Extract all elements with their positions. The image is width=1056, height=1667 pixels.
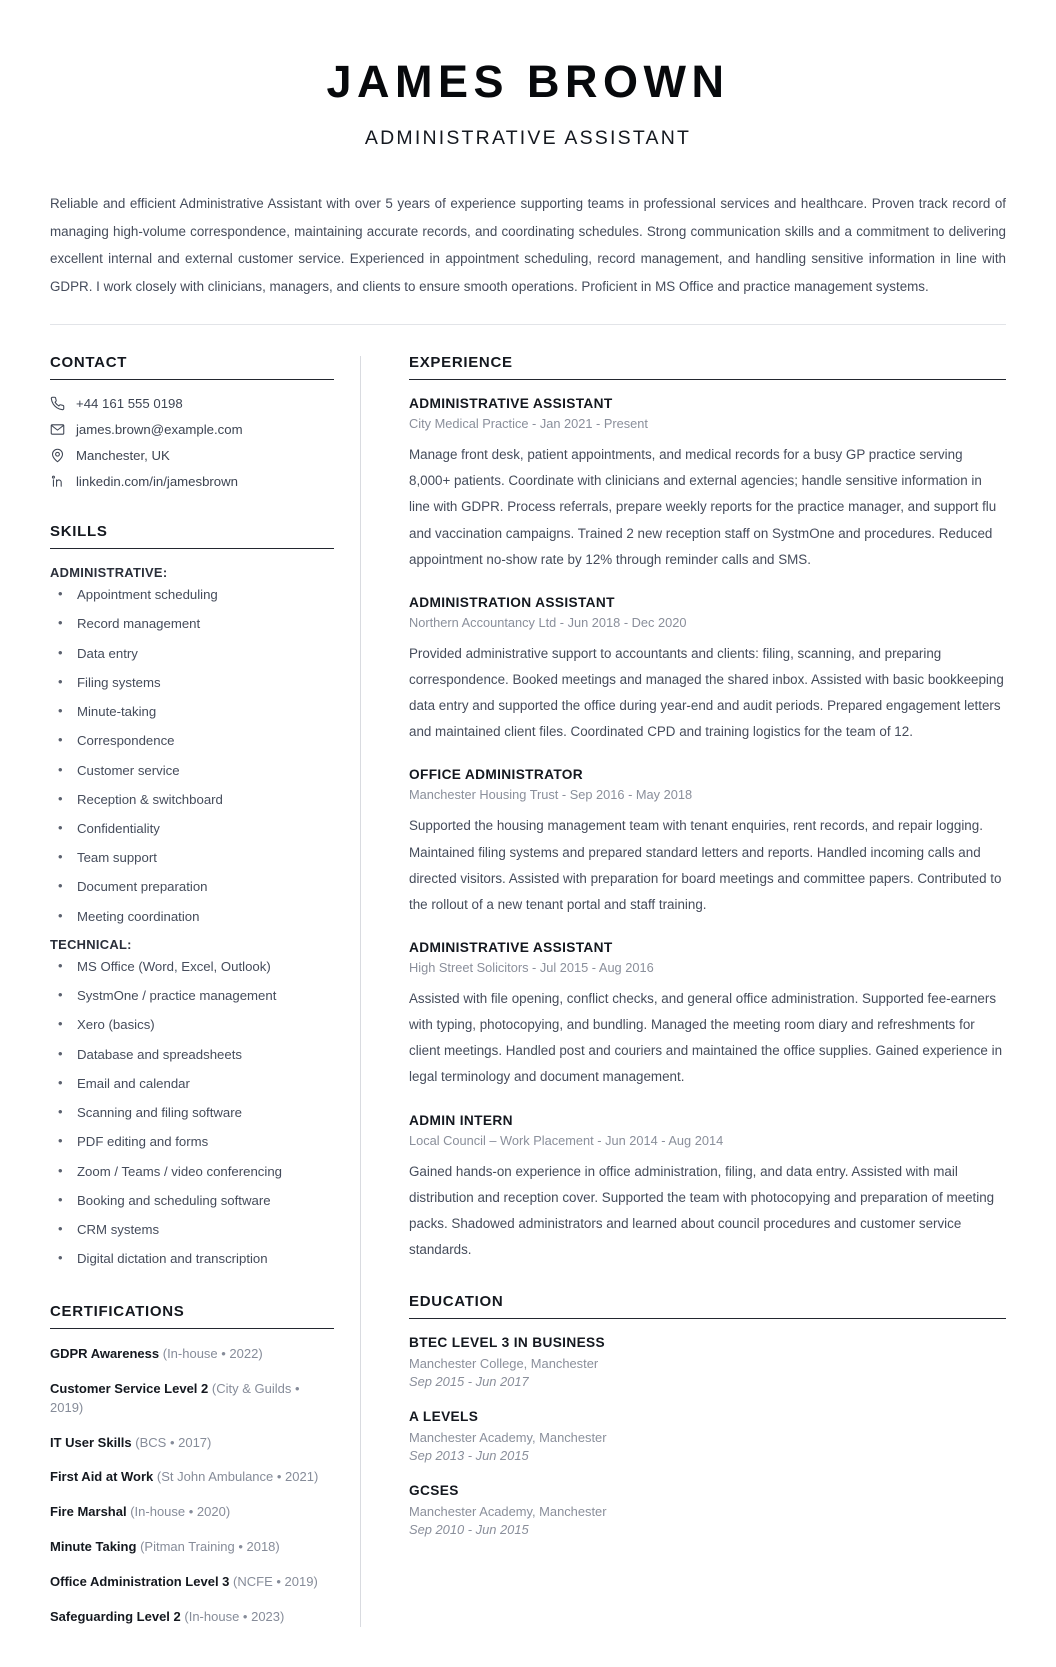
list-item: • Data entry	[50, 645, 334, 664]
experience-description: Supported the housing management team with tenant enquiries, rent records, and repair logging. Maintained filing systems and prepared standard letters and reports. Handled incoming calls and directed visitors. Assisted with preparation for board meetings and committee papers. Contributed to the rollout of a new tenant portal and staff training.	[409, 818, 1002, 912]
experience-entry	[409, 940, 1006, 1091]
skill-group-administrative	[50, 565, 334, 926]
list-item	[50, 1380, 334, 1418]
candidate-job-title: ADMINISTRATIVE ASSISTANT	[364, 127, 692, 150]
resume-header	[50, 52, 1006, 150]
contact-list	[50, 396, 334, 489]
education-dates: Sep 2015 - Jun 2017	[409, 1374, 529, 1390]
list-item	[50, 1434, 334, 1453]
list-item	[50, 1345, 334, 1364]
experience-section	[409, 354, 1006, 1263]
education-degree: A LEVELS	[409, 1409, 479, 1425]
certification-name: Office Administration Level 3	[50, 1573, 230, 1589]
contact-item-linkedin	[50, 474, 334, 489]
experience-description: Gained hands-on experience in office administration, filing, and data entry. Assisted with mail distribution and reception cover. Supported the team with photocopying and preparation of meeting packs. Shadowed administrators and learned about council procedures and customer service standards.	[409, 1163, 995, 1257]
skills-section-title: SKILLS	[50, 523, 334, 549]
skills-section	[50, 523, 334, 1269]
skill-group-label: ADMINISTRATIVE:	[50, 565, 168, 581]
list-item: • Filing systems	[50, 674, 334, 693]
list-item: • Email and calendar	[50, 1075, 334, 1094]
education-degree: BTEC LEVEL 3 IN BUSINESS	[409, 1335, 606, 1351]
certification-name: First Aid at Work	[50, 1469, 154, 1485]
header-divider	[50, 324, 1006, 325]
list-item: • Minute-taking	[50, 703, 334, 722]
list-item	[50, 1573, 334, 1592]
education-school: Manchester Academy, Manchester	[409, 1430, 607, 1446]
experience-entry	[409, 1113, 1006, 1264]
list-item: • SystmOne / practice management	[50, 987, 334, 1006]
experience-role: ADMINISTRATIVE ASSISTANT	[409, 396, 613, 412]
contact-value-email: james.brown@example.com	[76, 422, 243, 438]
list-item: • Xero (basics)	[50, 1016, 334, 1035]
experience-meta: Northern Accountancy Ltd - Jun 2018 - Dec 2020	[409, 614, 687, 630]
experience-meta: Local Council – Work Placement - Jun 2014 - Aug 2014	[409, 1132, 724, 1148]
certifications-section-title: CERTIFICATIONS	[50, 1303, 334, 1329]
education-section-title: EDUCATION	[409, 1293, 1006, 1319]
experience-role: ADMINISTRATIVE ASSISTANT	[409, 939, 613, 955]
experience-role: ADMINISTRATION ASSISTANT	[409, 594, 615, 610]
phone-icon	[50, 396, 65, 411]
certification-name: IT User Skills	[50, 1434, 132, 1450]
right-column	[361, 354, 1006, 1537]
education-section	[409, 1293, 1006, 1537]
experience-entry	[409, 767, 1006, 918]
education-degree: GCSES	[409, 1483, 459, 1499]
certification-meta: (City & Guilds • 2019)	[50, 1380, 300, 1415]
certification-meta: (Pitman Training • 2018)	[140, 1539, 280, 1555]
certification-meta: (St John Ambulance • 2021)	[156, 1469, 319, 1485]
experience-meta: City Medical Practice - Jan 2021 - Present	[409, 416, 648, 432]
list-item: • MS Office (Word, Excel, Outlook)	[50, 958, 334, 977]
experience-role: ADMIN INTERN	[409, 1112, 513, 1128]
certification-meta: (In-house • 2020)	[130, 1504, 231, 1520]
skill-list-administrative	[50, 586, 334, 926]
experience-description: Manage front desk, patient appointments, and medical records for a busy GP practice serving 8,000+ patients. Coordinate with clinicians and external agencies; handle sensitive information in line with GDPR. Process referrals, prepare weekly reports for the practice manager, and support flu and vaccination campaigns. Trained 2 new reception staff on SystmOne and procedures. Reduced appointment no-show rate by 12% through reminder calls and SMS.	[409, 447, 997, 567]
left-column	[50, 354, 360, 1626]
list-item: • Team support	[50, 849, 334, 868]
list-item: • Scanning and filing software	[50, 1104, 334, 1123]
experience-meta: High Street Solicitors - Jul 2015 - Aug 2016	[409, 959, 654, 975]
certifications-list	[50, 1345, 334, 1627]
skill-group-label: TECHNICAL:	[50, 936, 132, 952]
certification-name: Customer Service Level 2	[50, 1380, 209, 1396]
skill-group-technical	[50, 937, 334, 1269]
skill-list-technical	[50, 958, 334, 1269]
education-entry	[409, 1409, 1006, 1463]
list-item: • CRM systems	[50, 1221, 334, 1240]
certification-name: Minute Taking	[50, 1539, 137, 1555]
list-item	[50, 1538, 334, 1557]
professional-summary: Reliable and efficient Administrative Assistant with over 5 years of experience supporting teams in professional services and healthcare. Proven track record of managing high-volume correspondence, maintaining accurate records, and coordinating schedules. Strong communication skills and a commitment to delivering excellent internal and external customer service. Experienced in appointment scheduling, record management, and handling sensitive information in line with GDPR. I work closely with clinicians, managers, and clients to ensure smooth operations. Proficient in MS Office and practice management systems.	[50, 196, 1006, 294]
certification-meta: (In-house • 2022)	[162, 1346, 263, 1362]
experience-entry	[409, 595, 1006, 746]
resume-body	[50, 354, 1006, 1626]
list-item: • Zoom / Teams / video conferencing	[50, 1163, 334, 1182]
list-item	[50, 1608, 334, 1627]
certifications-section	[50, 1303, 334, 1627]
contact-value-location: Manchester, UK	[76, 448, 170, 464]
list-item: • Reception & switchboard	[50, 791, 334, 810]
linkedin-icon	[50, 474, 65, 489]
certification-meta: (In-house • 2023)	[184, 1608, 285, 1624]
certification-name: Safeguarding Level 2	[50, 1608, 181, 1624]
list-item: • Database and spreadsheets	[50, 1046, 334, 1065]
experience-description: Provided administrative support to accountants and clients: filing, scanning, and preparing correspondence. Booked meetings and managed the shared inbox. Assisted with basic bookkeeping data entry and supported the office during year-end and audit periods. Prepared engagement letters and maintained client files. Coordinated CPD and training logistics for the team of 12.	[409, 645, 1004, 740]
experience-section-title: EXPERIENCE	[409, 354, 1006, 380]
education-dates: Sep 2010 - Jun 2015	[409, 1522, 529, 1538]
location-pin-icon	[50, 448, 65, 463]
certification-name: GDPR Awareness	[50, 1346, 160, 1362]
experience-description: Assisted with file opening, conflict checks, and general office administration. Supported fee-earners with typing, photocopying, and bundling. Managed the meeting room diary and refreshments for client meetings. Handled post and couriers and maintained the office supplies. Gained experience in legal terminology and document management.	[409, 990, 1003, 1085]
list-item: • Appointment scheduling	[50, 586, 334, 605]
list-item	[50, 1468, 334, 1487]
candidate-name: JAMES BROWN	[326, 56, 730, 107]
contact-section-title: CONTACT	[50, 354, 334, 380]
list-item: • Customer service	[50, 762, 334, 781]
certification-meta: (BCS • 2017)	[135, 1434, 212, 1450]
list-item: • Booking and scheduling software	[50, 1192, 334, 1211]
email-icon	[50, 422, 65, 437]
education-entry	[409, 1483, 1006, 1537]
list-item: • Confidentiality	[50, 820, 334, 839]
education-school: Manchester College, Manchester	[409, 1356, 599, 1372]
contact-item-location	[50, 448, 334, 463]
contact-value-linkedin: linkedin.com/in/jamesbrown	[76, 474, 238, 490]
certification-name: Fire Marshal	[50, 1504, 127, 1520]
list-item: • Document preparation	[50, 878, 334, 897]
list-item: • Meeting coordination	[50, 908, 334, 927]
contact-section	[50, 354, 334, 489]
education-school: Manchester Academy, Manchester	[409, 1504, 607, 1520]
list-item: • Digital dictation and transcription	[50, 1250, 334, 1269]
list-item: • PDF editing and forms	[50, 1133, 334, 1152]
certification-meta: (NCFE • 2019)	[233, 1573, 318, 1589]
experience-role: OFFICE ADMINISTRATOR	[409, 767, 584, 783]
contact-item-phone	[50, 396, 334, 411]
contact-value-phone: +44 161 555 0198	[76, 396, 183, 412]
list-item: • Record management	[50, 615, 334, 634]
experience-entry	[409, 396, 1006, 573]
contact-item-email	[50, 422, 334, 437]
education-entry	[409, 1335, 1006, 1389]
experience-meta: Manchester Housing Trust - Sep 2016 - May 2018	[409, 787, 693, 803]
list-item: • Correspondence	[50, 732, 334, 751]
list-item	[50, 1503, 334, 1522]
education-dates: Sep 2013 - Jun 2015	[409, 1448, 529, 1464]
